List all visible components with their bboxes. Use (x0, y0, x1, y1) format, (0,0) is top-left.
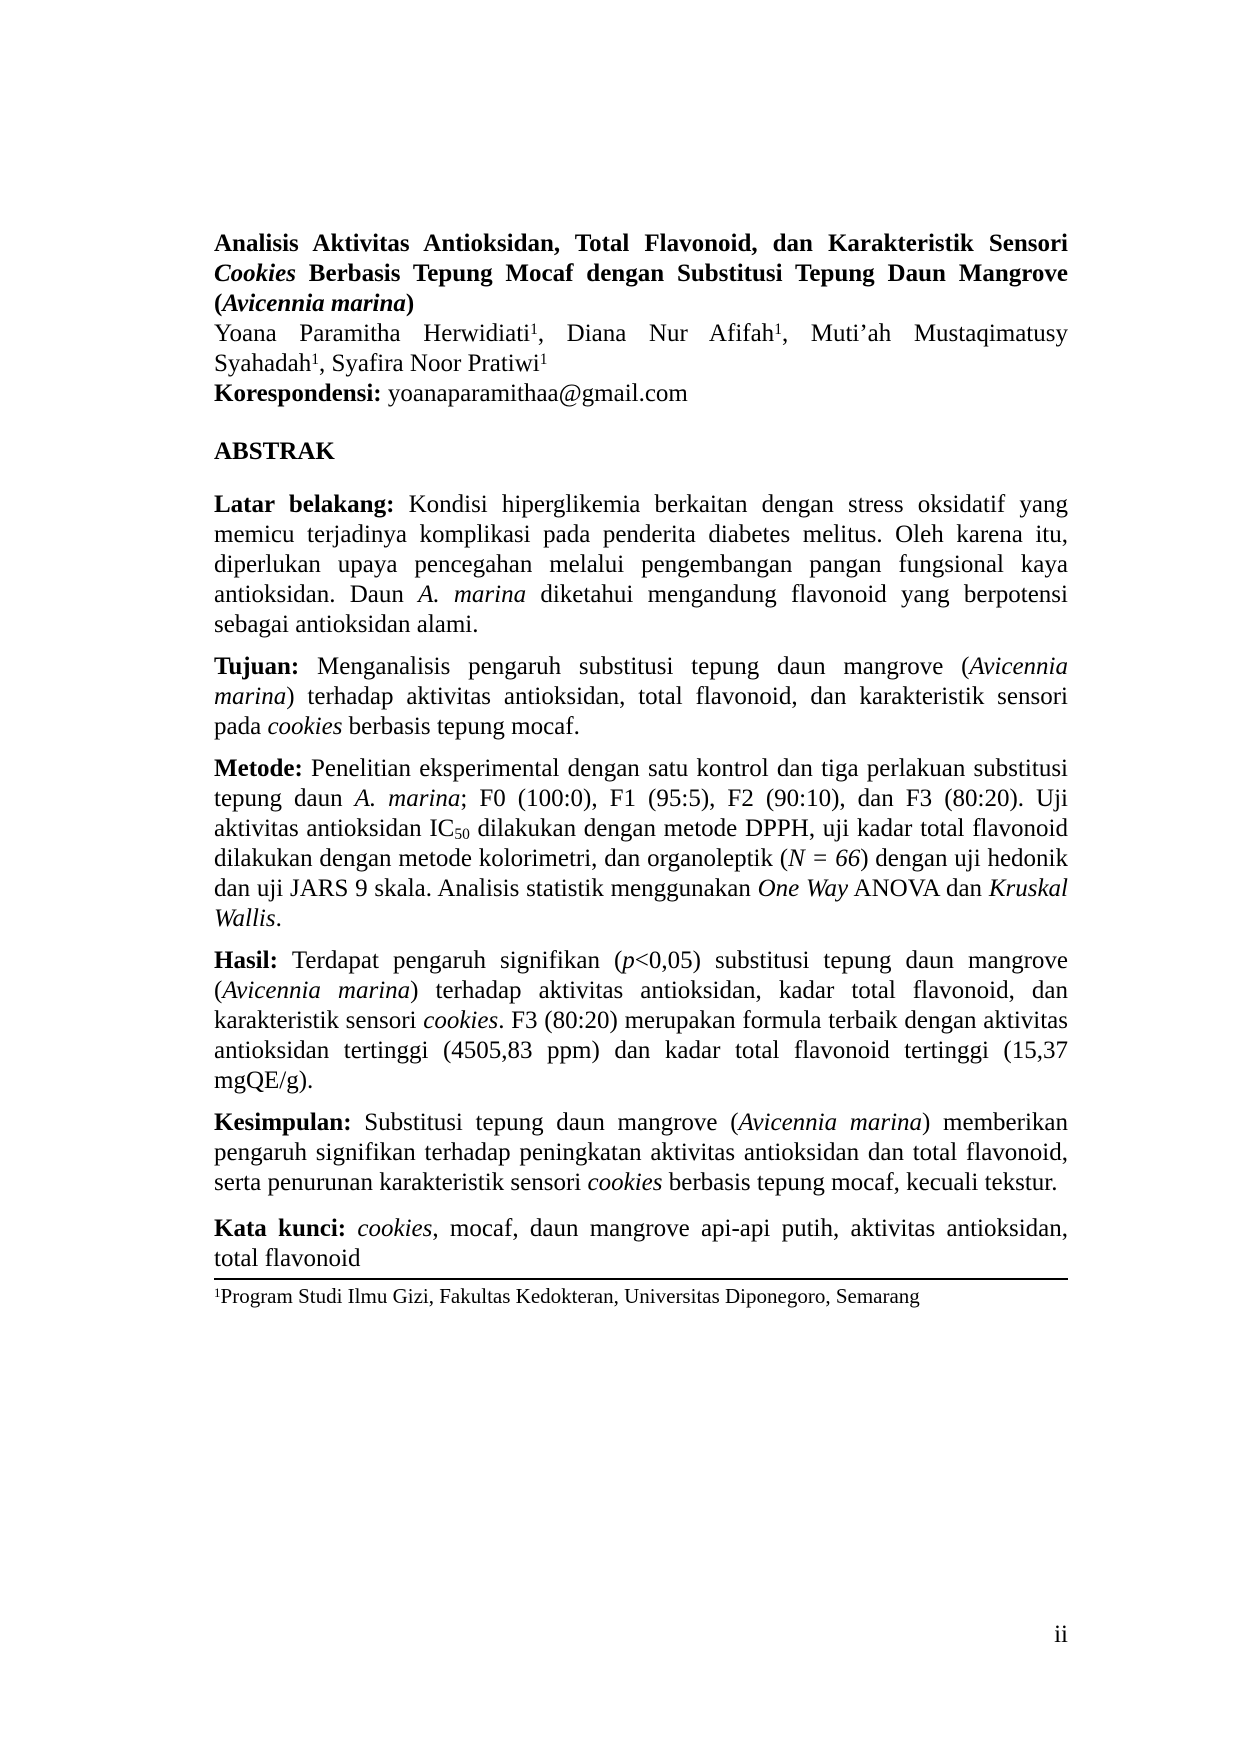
page-number: ii (1054, 1621, 1068, 1648)
footnote-affiliation: $^1$Program Studi Ilmu Gizi, Fakultas Kedokteran, Universitas Diponegoro, Semarang (214, 1284, 920, 1308)
paragraph-tujuan: Tujuan: Menganalisis pengaruh substitusi tepung daun mangrove (Avicennia marina) terhadap aktivitas antioksidan, total flavonoid, dan karakteristik sensori pada cookies berbasis tepung mocaf. (214, 653, 1068, 740)
page-title-line-2: Cookies Berbasis Tepung Mocaf dengan Substitusi Tepung Daun Mangrove (214, 260, 1068, 287)
abstract-heading: ABSTRAK (214, 438, 335, 465)
footnote-separator (214, 1278, 1068, 1309)
text-block (214, 229, 1068, 1309)
correspondence-line: Korespondensi: yoanaparamithaa@gmail.com (214, 380, 688, 407)
paragraph-kesimpulan: Kesimpulan: Substitusi tepung daun mangrove (Avicennia marina) memberikan pengaruh signifikan terhadap peningkatan aktivitas antioksidan dan total flavonoid, serta penurunan karakteristik sensori cookies berbasis tepung mocaf, kecuali tekstur. (214, 1109, 1069, 1196)
page-title-line-3: (Avicennia marina) (214, 290, 415, 317)
paragraph-kata-kunci: Kata kunci: cookies, mocaf, daun mangrove api-api putih, aktivitas antioksidan, total flavonoid (214, 1215, 1068, 1272)
authors-line-1: Yoana Paramitha Herwidiati$^1$, Diana Nur Afifah$^1$, Muti’ah Mustaqimatusy (214, 320, 1068, 347)
paragraph-metode: Metode: Penelitian eksperimental dengan satu kontrol dan tiga perlakuan substitusi tepung daun A. marina; F0 (100:0), F1 (95:5), F2 (90:10), dan F3 (80:20). Uji aktivitas antioksidan $IC_{50}$ dilakukan dengan metode DPPH, uji kadar total flavonoid dilakukan dengan metode kolorimetri, dan organoleptik (N = 66) dengan uji hedonik dan uji JARS 9 skala. Analisis statistik menggunakan One Way ANOVA dan Kruskal Wallis. (214, 755, 1069, 932)
paragraph-latar-belakang: Latar belakang: Kondisi hiperglikemia berkaitan dengan stress oksidatif yang memicu terjadinya komplikasi pada penderita diabetes melitus. Oleh karena itu, diperlukan upaya pencegahan melalui pengembangan pangan fungsional kaya antioksidan. Daun A. marina diketahui mengandung flavonoid yang berpotensi sebagai antioksidan alami. (214, 491, 1068, 638)
paragraph-hasil: Hasil: Terdapat pengaruh signifikan (p<0,05) substitusi tepung daun mangrove (Avicennia marina) terhadap aktivitas antioksidan, kadar total flavonoid, dan karakteristik sensori cookies. F3 (80:20) merupakan formula terbaik dengan aktivitas antioksidan tertinggi (4505,83 ppm) dan kadar total flavonoid tertinggi (15,37 mgQE/g). (214, 947, 1068, 1094)
page-title-line-1: Analisis Aktivitas Antioksidan, Total Flavonoid, dan Karakteristik Sensori (214, 230, 1068, 257)
authors-line-2: Syahadah$^1$, Syafira Noor Pratiwi$^1$ (214, 350, 548, 377)
